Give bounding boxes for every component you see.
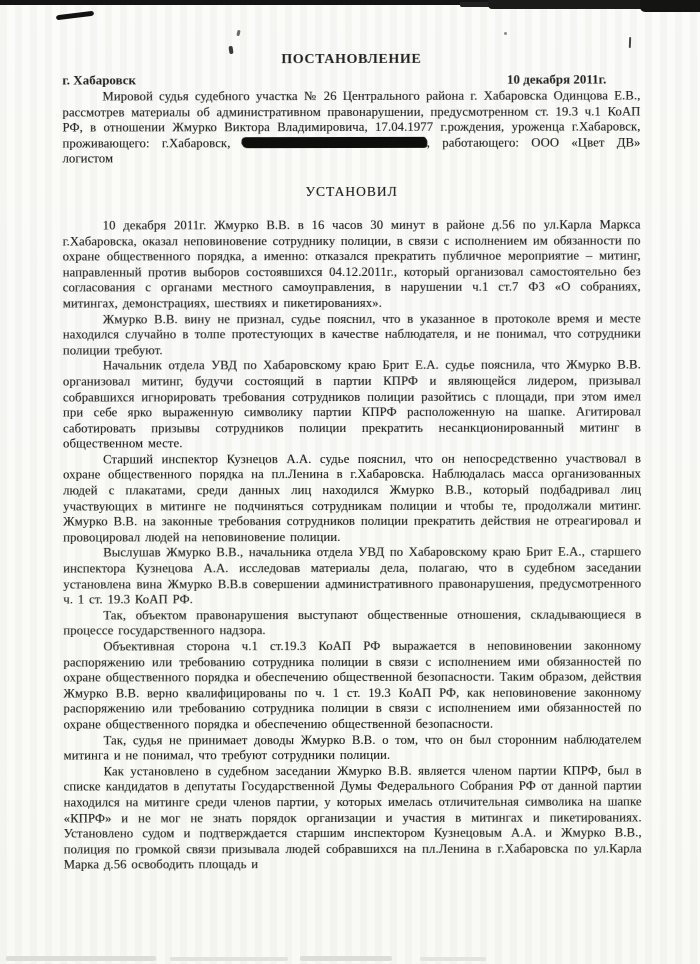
scan-speck [236,30,240,37]
document-place: г. Хабаровск [62,72,137,88]
document-content [62,51,641,873]
scan-artifact-bottom-strip [6,956,156,961]
body-paragraph: Так, судья не принимает доводы Жмурко В.В. о том, что он был сторонним наблюдателем митинга и не понимал, что требуют сотрудники полиции. [63,732,642,763]
body-paragraph: Объективная сторона ч.1 ст.19.3 КоАП РФ выражается в неповиновении законному распоряжению или требованию сотрудника полиции в связи с исполнением ими обязанностей по охране общественного порядка и обеспечению общественной безопасности. Таким образом, действия Жмурко В.В. верно квалифицированы по ч. 1 ст. 19.3 КоАП РФ, как неповиновение законному распоряжению или требованию сотрудника полиции в связи с исполнением ими обязанностей по охране общественного порядка и обеспечению общественной безопасности. [63,638,642,732]
body-paragraph: Старший инспектор Кузнецов А.А. судье пояснил, что он непосредственно участвовал в охране общественного порядка на пл.Ленина в г.Хабаровска. Наблюдалась масса организованных людей с плакатами, среди данных лиц находился Жмурко В.В., который подбадривал лиц участвующих в митинге не подчиняться сотрудникам полиции и чтобы те, продолжали митинг. Жмурко В.В. на законные требования сотрудников полиции прекратить действия не отреагировал и провоцировал людей на неповиновение полиции. [63,451,642,545]
pen-dash-mark [56,11,94,21]
scan-artifact-top-corner [640,0,700,12]
body-paragraph: Начальник отдела УВД по Хабаровскому краю Брит Е.А. судье пояснила, что Жмурко В.В. организовал митинг, будучи состоящий в партии КПРФ и являющейся лидером, призывал собравшихся игнорировать требования сотрудников полиции разойтись с площади, при этом имел при себе ярко выраженную символику партии КПРФ расположенную на шапке. Агитировал саботировать призывы сотрудников полиции прекратить несанкционированный митинг в общественном месте. [62,357,641,451]
intro-text-before: Мировой судья судебного участка № 26 Центрального района г. Хабаровска Одинцова Е.В., рассмотрев материалы об административном правонарушении, предусмотренном ст. 19.3 ч.1 КоАП РФ, в отношении Жмурко Виктора Владимировича, 17.04.1977 г.рождения, уроженца г.Хабаровск, проживающего: г.Хабаровск, [62,88,641,151]
intro-paragraph [62,88,640,167]
body-paragraph: Жмурко В.В. вину не признал, судье пояснил, что в указанное в протоколе время и месте находился случайно в толпе протестующих в качестве наблюдателя, и не понимал, что сотрудники полиции требуют. [62,311,641,358]
scan-artifact-bottom-strip [170,957,288,961]
place-date-row [62,71,640,88]
scan-artifact-bottom-strip [420,957,486,961]
section-heading-ustanovil: УСТАНОВИЛ [305,183,398,200]
page-number-tick [629,37,631,48]
scan-artifact-bottom-strip [300,956,392,961]
body-paragraph: Как установлено в судебном заседании Жмурко В.В. является членом партии КПРФ, был в списке кандидатов в депутаты Государственной Думы Федерального Собрания РФ от данной партии находился на митинге среди членов партии, у которых имелась отличительная символика на шапке «КПРФ» и не мог не знать порядок организации и участия в митингах и пикетированиях. Установлено судом и подтверждается старшим инспектором Кузнецовым А.А. и Жмурко В.В., полиция по громкой связи призывала людей собравшихся на пл.Ленина в г.Хабаровска по ул.Карла Марка д.56 освободить площадь и [63,763,642,872]
scan-speck [504,32,507,35]
body-paragraph: 10 декабря 2011г. Жмурко В.В. в 16 часов 30 минут в районе д.56 по ул.Карла Маркса г.Хабаровска, оказал неповиновение сотруднику полиции, в связи с исполнением им обязанности по охране общественного порядка, а именно: отказался прекратить публичное мероприятие – митинг, направленный против выборов состоявшихся 04.12.2011г., который организовал самостоятельно без согласования с органами местного самоуправления, в нарушении ч.1 ст.7 ФЗ «О собраниях, митингах, демонстрациях, шествиях и пикетированиях». [62,217,641,311]
body-paragraph: Выслушав Жмурко В.В., начальника отдела УВД по Хабаровскому краю Брит Е.А., старшего инспектора Кузнецова А.А. исследовав материалы дела, полагаю, что в судебном заседании установлена вина Жмурко В.В.в совершении административного правонарушения, предусмотренного ч. 1 ст. 19.3 КоАП РФ. [63,544,642,607]
body-paragraph: Так, объектом правонарушения выступают общественные отношения, складывающиеся в процессе государственного надзора. [63,607,642,638]
intro-text-after: , работающего: ООО «Цвет ДВ» логистом [62,135,641,166]
document-title: ПОСТАНОВЛЕНИЕ [281,51,422,68]
document-date: 10 декабря 2011г. [506,71,607,87]
redaction-mark [242,137,427,148]
